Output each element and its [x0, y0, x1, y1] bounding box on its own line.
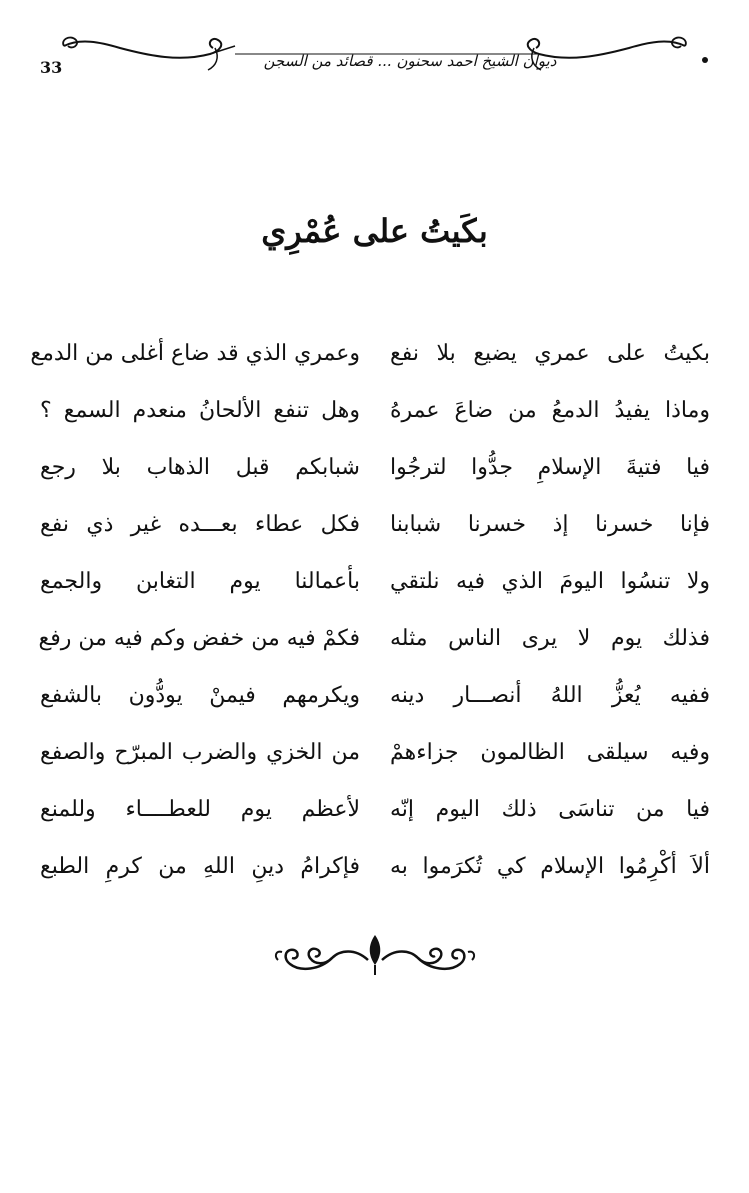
page-number: 33: [40, 58, 63, 77]
verse-10-first-hemistich: ألاَ أكْرِمُوا الإسلام كي تُكرَموا به: [390, 854, 710, 879]
poem-title: بكَيتُ على عُمْرِي: [261, 212, 488, 250]
verse-1: [30, 325, 710, 382]
verse-7-second-hemistich: ويكرمهم فيمنْ يودُّون بالشفع: [40, 683, 360, 708]
verse-8-second-hemistich: من الخزي والضرب المبرّح والصفع: [40, 740, 360, 765]
verse-6-first-hemistich: فذلك يوم لا يرى الناس مثله: [390, 626, 710, 651]
verse-3-first-hemistich: فيا فتيةَ الإسلامِ جدُّوا لترجُوا: [390, 455, 710, 480]
verse-9: [40, 781, 710, 838]
verse-8-first-hemistich: وفيه سيلقى الظالمون جزاءهمْ: [390, 740, 710, 765]
verse-6-second-hemistich: فكمْ فيه من خفض وكم فيه من رفع: [38, 626, 360, 651]
verse-8: [40, 724, 710, 781]
verse-9-second-hemistich: لأعظم يوم للعطــــاء وللمنع: [40, 797, 360, 822]
verse-2-first-hemistich: وماذا يفيدُ الدمعُ من ضاعَ عمرهُ: [390, 398, 710, 423]
verse-4-first-hemistich: فإنا خسرنا إذ خسرنا شبابنا: [390, 512, 710, 537]
verse-10-second-hemistich: فإكرامُ دينِ اللهِ من كرمِ الطبع: [40, 854, 360, 879]
verse-7-first-hemistich: ففيه يُعزُّ اللهُ أنصـــار دينه: [390, 683, 710, 708]
verse-3: [40, 439, 710, 496]
verse-2-second-hemistich: وهل تنفع الألحانُ منعدم السمع ؟: [40, 398, 360, 423]
verse-5: [40, 553, 710, 610]
running-title: ديوان الشيخ احمد سحنون ... قصائد من السجن: [263, 52, 557, 70]
verse-2: [40, 382, 710, 439]
verse-4: [40, 496, 710, 553]
verse-5-second-hemistich: بأعمالنا يوم التغابن والجمع: [40, 569, 360, 594]
verse-5-first-hemistich: ولا تنسُوا اليومَ الذي فيه نلتقي: [390, 569, 710, 594]
verse-7: [40, 667, 710, 724]
page-header: [20, 18, 729, 88]
verse-10: [40, 838, 710, 895]
verse-9-first-hemistich: فيا من تناسَى ذلك اليوم إنّه: [390, 797, 710, 822]
verse-1-second-hemistich: وعمري الذي قد ضاع أغلى من الدمع: [30, 341, 360, 366]
end-ornament: [270, 930, 480, 980]
verse-4-second-hemistich: فكل عطاء بعـــده غير ذي نفع: [40, 512, 360, 537]
poem: [30, 325, 710, 895]
verse-6: [40, 610, 710, 667]
verse-3-second-hemistich: شبابكم قبل الذهاب بلا رجع: [40, 455, 360, 480]
verse-1-first-hemistich: بكيتُ على عمري يضيع بلا نفع: [390, 341, 710, 366]
